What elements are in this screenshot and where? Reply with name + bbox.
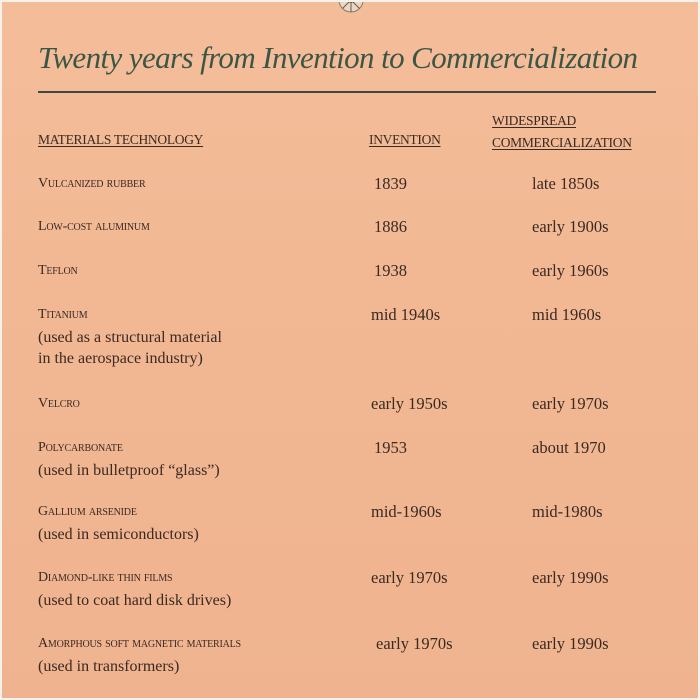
material-name: Diamond-like thin films	[38, 570, 173, 585]
header-widespread-commercialization	[492, 110, 632, 154]
commercialization-date: early 1960s	[532, 261, 609, 280]
invention-date: 1953	[374, 438, 407, 457]
invention-date: early 1970s	[371, 568, 448, 587]
header-commercialization-line2: COMMERCIALIZATION	[492, 135, 632, 150]
invention-date: 1886	[374, 217, 407, 236]
invention-date: 1839	[374, 174, 407, 193]
material-usage-note-line: (used as a structural material	[38, 329, 222, 346]
invention-date: 1938	[374, 261, 407, 280]
material-name: Teflon	[38, 263, 78, 278]
material-usage-note	[38, 590, 231, 611]
commercialization-date: early 1990s	[532, 568, 609, 587]
invention-date: early 1970s	[376, 634, 453, 653]
header-materials-technology: MATERIALS TECHNOLOGY	[38, 132, 204, 147]
material-name: Vulcanized rubber	[38, 176, 146, 191]
material-usage-note-line: (used in transformers)	[38, 658, 180, 675]
header-commercialization-line1: WIDESPREAD	[492, 113, 576, 128]
invention-date: mid-1960s	[371, 502, 442, 521]
title-divider	[38, 91, 656, 93]
commercialization-date: about 1970	[532, 438, 606, 457]
invention-date: mid 1940s	[371, 305, 441, 324]
material-usage-note-line: (used to coat hard disk drives)	[38, 592, 232, 609]
material-name: Polycarbonate	[38, 440, 123, 455]
material-usage-note-line: in the aerospace industry)	[38, 350, 203, 367]
material-name: Gallium arsenide	[38, 504, 137, 519]
page-title: Twenty years from Invention to Commercialization	[38, 40, 638, 75]
commercialization-date: mid 1960s	[532, 305, 602, 324]
material-usage-note	[38, 656, 179, 677]
material-name: Amorphous soft magnetic materials	[38, 636, 241, 651]
commercialization-date: mid-1980s	[532, 502, 603, 521]
material-usage-note	[38, 327, 222, 369]
material-usage-note-line: (used in semiconductors)	[38, 526, 199, 543]
material-name: Titanium	[38, 307, 88, 322]
commercialization-date: early 1900s	[532, 217, 609, 236]
commercialization-date: early 1970s	[532, 394, 609, 413]
header-invention: INVENTION	[369, 132, 441, 147]
material-usage-note	[38, 460, 220, 481]
material-usage-note-line: (used in bulletproof “glass”)	[38, 462, 220, 479]
invention-date: early 1950s	[371, 394, 448, 413]
commercialization-date: late 1850s	[532, 174, 600, 193]
commercialization-date: early 1990s	[532, 634, 609, 653]
material-name: Velcro	[38, 396, 80, 411]
compass-ornament-icon	[334, 0, 368, 18]
material-usage-note	[38, 524, 199, 545]
material-name: Low-cost aluminum	[38, 219, 150, 234]
